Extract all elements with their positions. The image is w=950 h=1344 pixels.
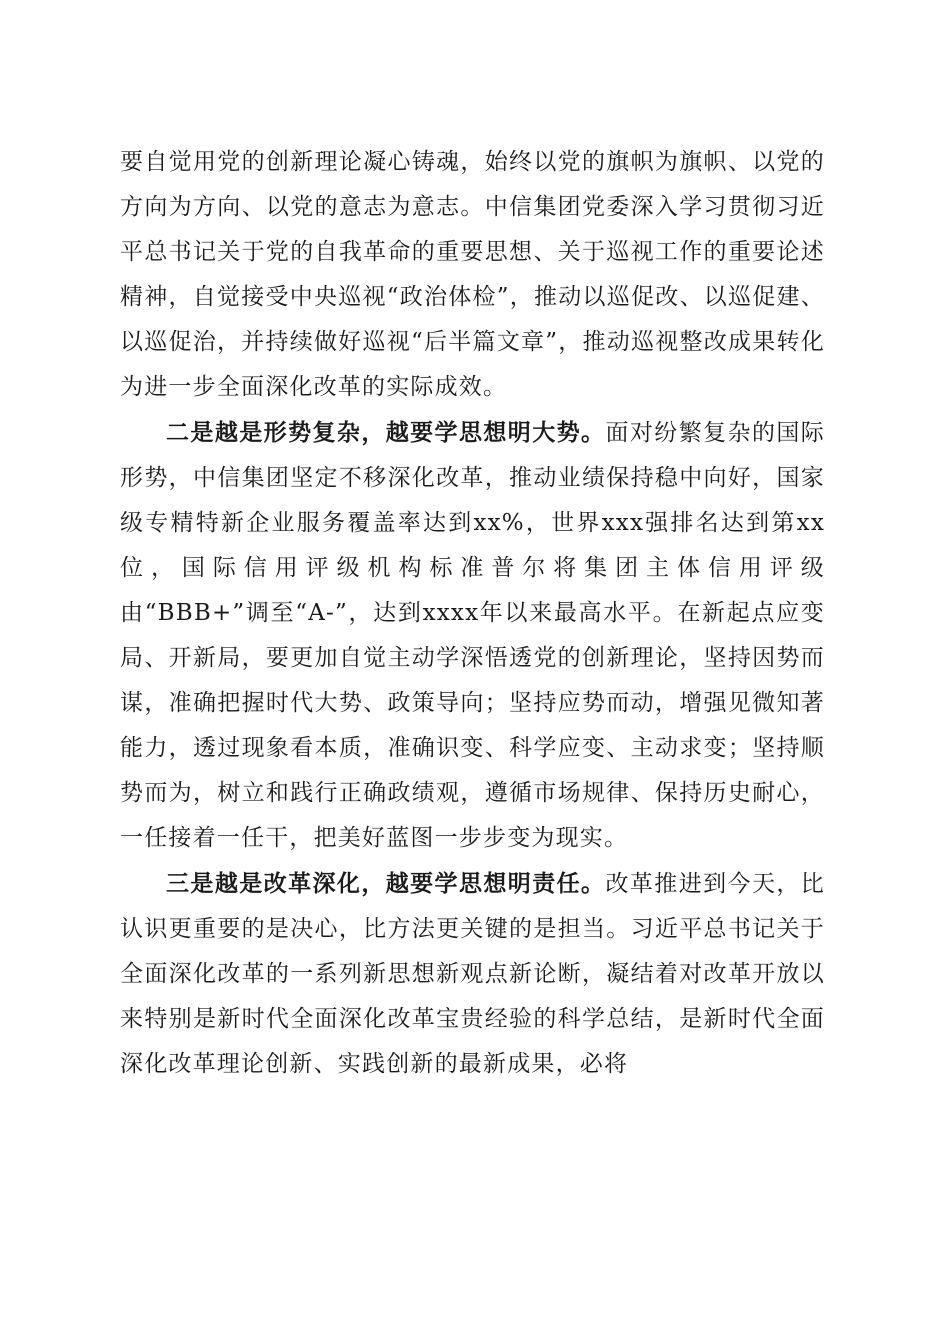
paragraph-continued (120, 140, 825, 410)
paragraph-3-lead: 三是越是改革深化，越要学思想明责任。 (166, 870, 606, 897)
paragraph-1-text: 要自觉用党的创新理论凝心铸魂，始终以党的旗帜为旗帜、以党的方向为方向、以党的意志为意志。中信集团党委深入学习贯彻习近平总书记关于党的自我革命的重要思想、关于巡视工作的重要论述精神，自觉接受中央巡视“政治体检”，推动以巡促改、以巡促建、以巡促治，并持续做好巡视“后半篇文章”，推动巡视整改成果转化为进一步全面深化改革的实际成效。 (120, 149, 825, 400)
document-body (120, 140, 825, 1087)
paragraph-reform (120, 861, 825, 1087)
paragraph-situation (120, 410, 825, 861)
paragraph-2-body: 面对纷繁复杂的国际形势，中信集团坚定不移深化改革，推动业绩保持稳中向好，国家级专精特新企业服务覆盖率达到xx%，世界xxx强排名达到第xx位，国际信用评级机构标准普尔将集团主体信用评级由“BBB+”调至“A-”，达到xxxx年以来最高水平。在新起点应变局、开新局，要更加自觉主动学深悟透党的创新理论，坚持因势而谋，准确把握时代大势、政策导向；坚持应势而动，增强见微知著能力，透过现象看本质，准确识变、科学应变、主动求变；坚持顺势而为，树立和践行正确政绩观，遵循市场规律、保持历史耐心，一任接着一任干，把美好蓝图一步步变为现实。 (120, 420, 825, 851)
paragraph-2-lead: 二是越是形势复杂，越要学思想明大势。 (166, 419, 606, 446)
paragraph-3-body: 改革推进到今天，比认识更重要的是决心，比方法更关键的是担当。习近平总书记关于全面深化改革的一系列新思想新观点新论断，凝结着对改革开放以来特别是新时代全面深化改革宝贵经验的科学总结，是新时代全面深化改革理论创新、实践创新的最新成果，必将 (120, 871, 825, 1077)
